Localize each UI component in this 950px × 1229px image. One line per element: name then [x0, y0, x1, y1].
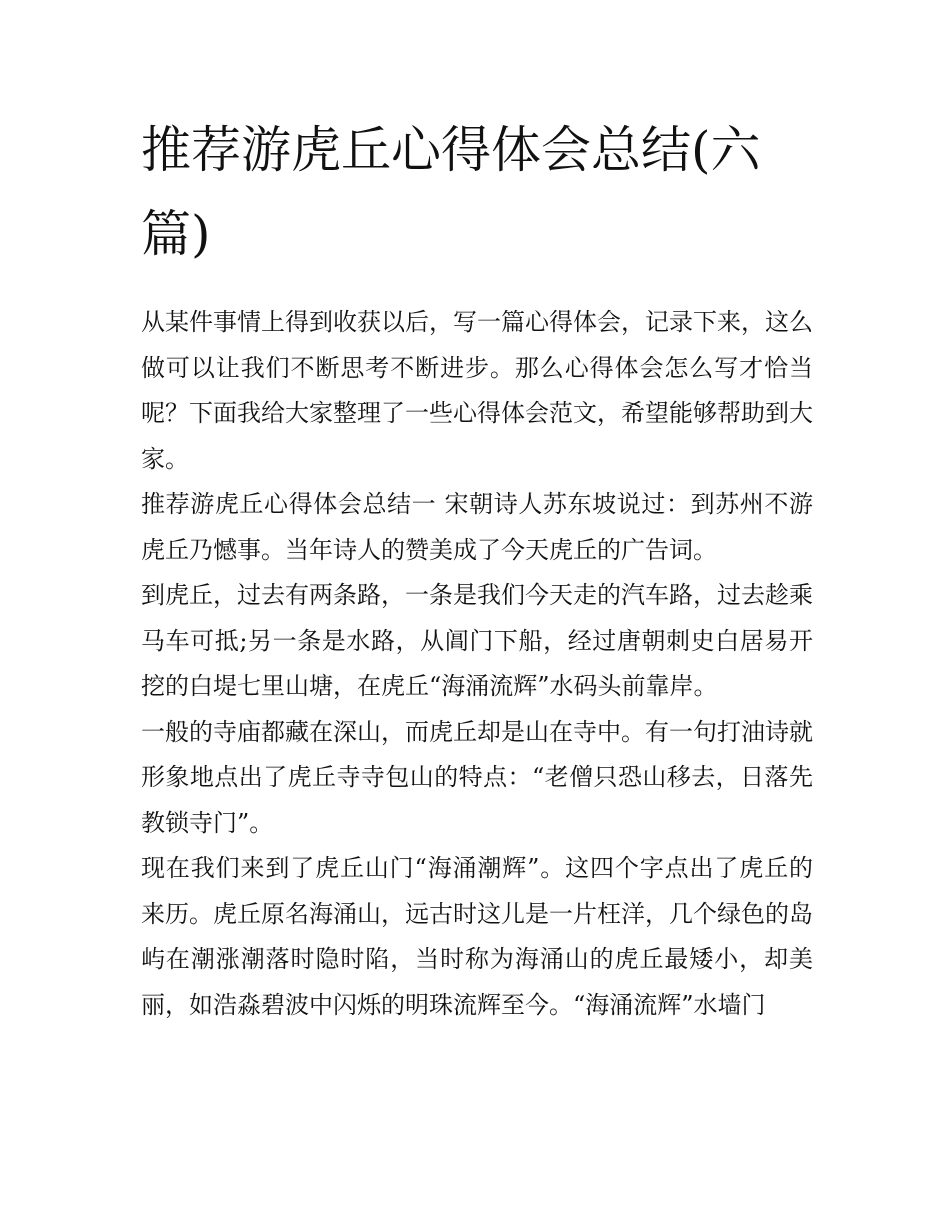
intro-paragraph: 从某件事情上得到收获以后，写一篇心得体会，记录下来，这么做可以让我们不断思考不断进步。那么心得体会怎么写才恰当呢？下面我给大家整理了一些心得体会范文，希望能够帮助到大家。: [141, 308, 813, 473]
body-paragraph: 推荐游虎丘心得体会总结一 宋朝诗人苏东坡说过：到苏州不游虎丘乃憾事。当年诗人的赞美成了今天虎丘的广告词。: [141, 490, 813, 564]
document-body: [141, 108, 813, 1028]
document-title: 推荐游虎丘心得体会总结(六篇): [141, 121, 761, 263]
body-paragraph: 现在我们来到了虎丘山门“海涌潮辉”。这四个字点出了虎丘的来历。虎丘原名海涌山，远古时这儿是一片枉洋，几个绿色的岛屿在潮涨潮落时隐时陷，当时称为海涌山的虎丘最矮小，却美丽，如浩淼碧波中闪烁的明珠流辉至今。“海涌流辉”水墙门: [141, 854, 813, 1019]
body-paragraph: 到虎丘，过去有两条路，一条是我们今天走的汽车路，过去趁乘马车可抵;另一条是水路，从阊门下船，经过唐朝刺史白居易开挖的白堤七里山塘，在虎丘“海涌流辉”水码头前靠岸。: [141, 581, 813, 700]
body-paragraph: 一般的寺庙都藏在深山，而虎丘却是山在寺中。有一句打油诗就形象地点出了虎丘寺寺包山的特点：“老僧只恐山移去，日落先教锁寺门”。: [141, 717, 813, 837]
